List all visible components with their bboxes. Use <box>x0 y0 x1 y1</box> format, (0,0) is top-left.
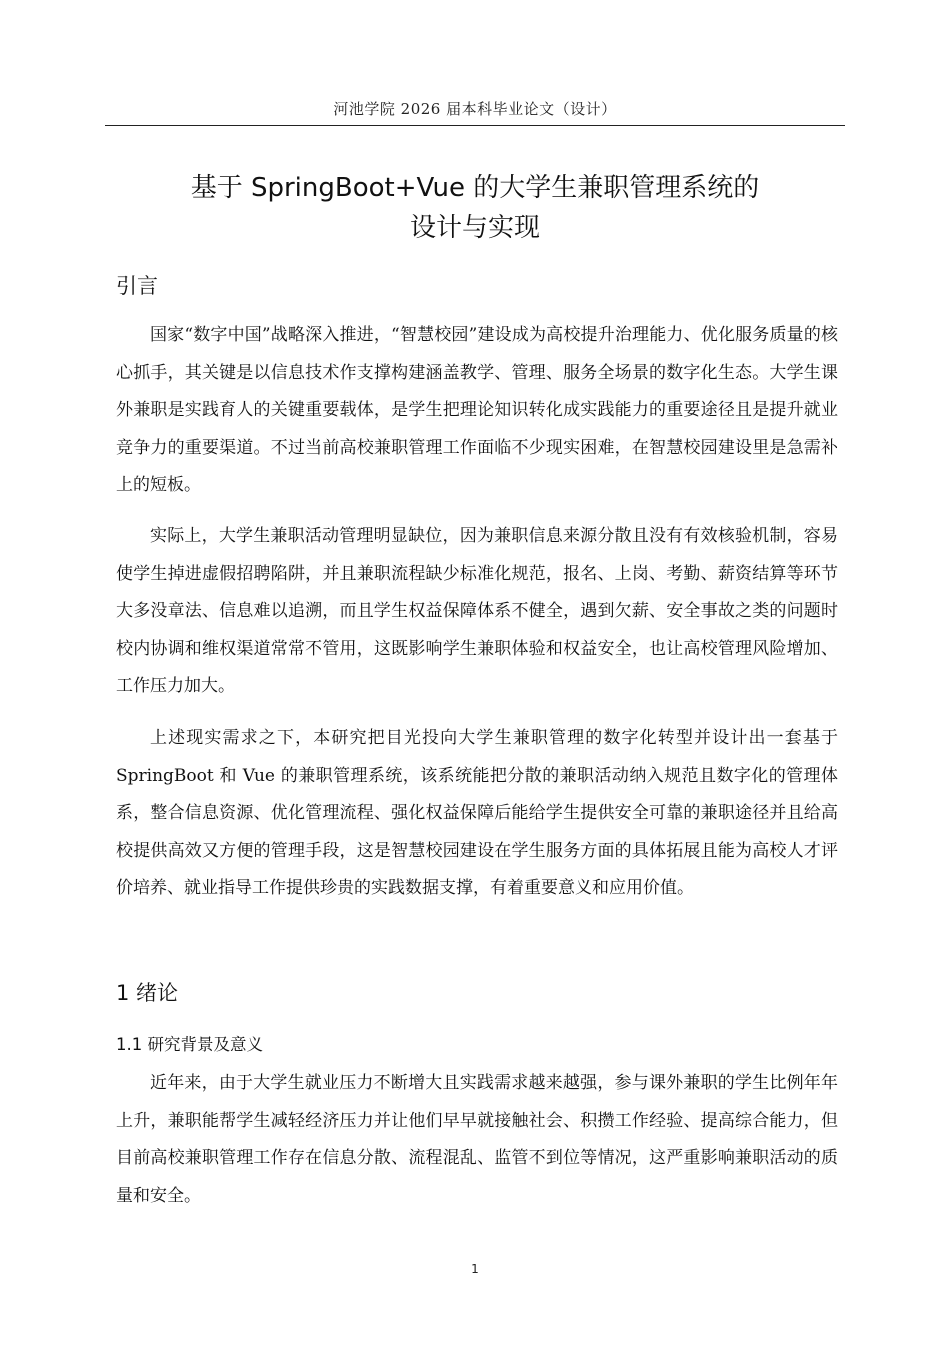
running-header: 河池学院 2026 届本科毕业论文（设计） <box>333 100 617 118</box>
thesis-title-line-1: 基于 SpringBoot+Vue 的大学生兼职管理系统的 <box>190 173 760 203</box>
page-number: 1 <box>471 1262 479 1276</box>
thesis-title-line-2: 设计与实现 <box>409 213 540 243</box>
section-1-1-paragraph-1: 近年来，由于大学生就业压力不断增大且实践需求越来越强，参与课外兼职的学生比例年年上升，兼职能帮学生减轻经济压力并让他们早早就接触社会、积攒工作经验、提高综合能力，但目前高校兼职管理工作存在信息分散、流程混乱、监管不到位等情况，这严重影响兼职活动的质量和安全。 <box>116 1073 838 1206</box>
intro-paragraph-3: 上述现实需求之下，本研究把目光投向大学生兼职管理的数字化转型并设计出一套基于 SpringBoot 和 Vue 的兼职管理系统，该系统能把分散的兼职活动纳入规范且数字化的管理体系，整合信息资源、优化管理流程、强化权益保障后能给学生提供安全可靠的兼职途径并且给高校提供高效又方便的管理手段，这是智慧校园建设在学生服务方面的具体拓展且能为高校人才评价培养、就业指导工作提供珍贵的实践数据支撑，有着重要意义和应用价值。 <box>116 728 838 898</box>
intro-heading: 引言 <box>116 274 158 298</box>
intro-paragraph-2: 实际上，大学生兼职活动管理明显缺位，因为兼职信息来源分散且没有有效核验机制，容易使学生掉进虚假招聘陷阱，并且兼职流程缺少标准化规范，报名、上岗、考勤、薪资结算等环节大多没章法、信息难以追溯，而且学生权益保障体系不健全，遇到欠薪、安全事故之类的问题时校内协调和维权渠道常常不管用，这既影响学生兼职体验和权益安全，也让高校管理风险增加、工作压力加大。 <box>116 526 838 696</box>
thesis-title <box>105 168 845 248</box>
header-rule <box>105 125 845 126</box>
section-1-1-heading: 1.1 研究背景及意义 <box>116 1035 263 1054</box>
chapter-1-heading: 1 绪论 <box>116 981 179 1005</box>
intro-paragraph-1: 国家“数字中国”战略深入推进，“智慧校园”建设成为高校提升治理能力、优化服务质量的核心抓手，其关键是以信息技术作支撑构建涵盖教学、管理、服务全场景的数字化生态。大学生课外兼职是实践育人的关键重要载体，是学生把理论知识转化成实践能力的重要途径且是提升就业竞争力的重要渠道。不过当前高校兼职管理工作面临不少现实困难，在智慧校园建设里是急需补上的短板。 <box>116 325 838 495</box>
